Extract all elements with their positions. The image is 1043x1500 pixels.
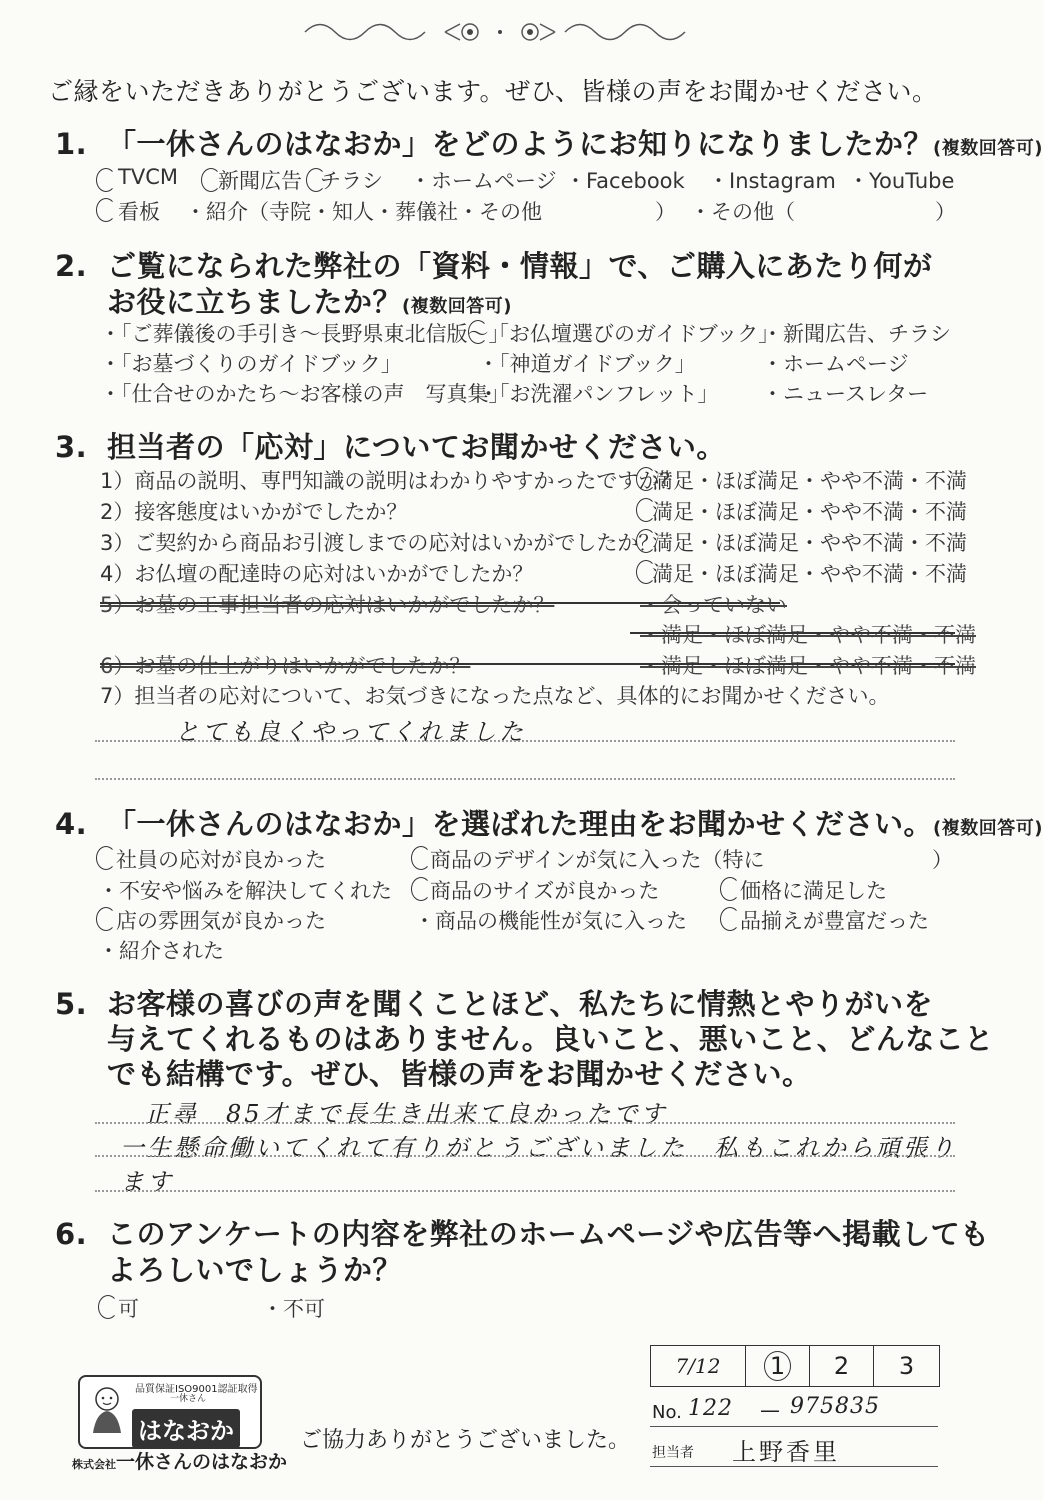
answer-line [95,740,955,742]
option-newsletter[interactable]: ・ニュースレター [762,382,929,406]
answer-circle-mark [96,907,116,931]
option-shinto-guidebook[interactable]: ・「神道ガイドブック」 [478,352,696,376]
record-no-value2: 975835 [790,1394,880,1419]
record-no-label: No. [652,1402,682,1423]
option-referred[interactable]: ・紹介された [98,939,224,963]
sub-question-6: 6）お墓の仕上がりはいかがでしたか？ [100,654,471,678]
question-text: 「一休さんのはなおか」を選ばれた理由をお聞かせください。 [107,807,934,841]
record-choice-1[interactable] [746,1346,810,1386]
question-2-title-line1 [55,244,932,285]
handwritten-answer-7[interactable]: とても良くやってくれました [175,718,526,746]
question-text: このアンケートの内容を弊社のホームページや広告等へ掲載しても [107,1217,990,1251]
rating-scale-5[interactable]: ・満足・ほぼ満足・やや不満・不満 [640,623,976,647]
record-choice-2[interactable]: 2 [810,1346,874,1386]
question-4-title [55,802,1043,843]
option-staff-response[interactable]: 社員の応対が良かった [116,848,326,872]
question-5-title-line2: 与えてくれるものはありません。良いこと、悪いこと、どんなこと [107,1022,994,1056]
answer-circle-mark [468,320,488,344]
answer-circle-mark [96,198,116,222]
option-photo-collection[interactable]: ・「仕合せのかたち～お客様の声 写真集」 [100,382,510,406]
answer-line [95,1190,955,1192]
answer-circle-mark [411,846,431,870]
answer-circle-mark [98,1295,118,1319]
logo-small-text: 一休さん [170,1394,207,1404]
company-logo [78,1375,262,1449]
rating-scale-3[interactable]: 満足・ほぼ満足・やや不満・不満 [652,531,967,555]
strike-line [100,602,780,604]
logo-certification: 品質保証ISO9001認証取得 [135,1384,258,1395]
option-referral[interactable]: ・紹介（寺院・知人・葬儀社・その他 [185,200,542,224]
option-flyer[interactable]: チラシ [320,169,383,193]
question-number: 2. [55,249,88,283]
question-6-title-line2: よろしいでしょうか？ [107,1253,403,1287]
question-text: 担当者の「応対」についてお聞かせください。 [107,430,726,464]
option-solved-worries[interactable]: ・不安や悩みを解決してくれた [98,879,392,903]
option-funeral-guide[interactable]: ・「ご葬儀後の手引き～長野県東北信版～」 [100,322,510,346]
rating-scale-1[interactable]: 満足・ほぼ満足・やや不満・不満 [652,469,967,493]
option-instagram[interactable]: ・Instagram [708,169,836,193]
answer-circle-mark [306,168,326,192]
option-youtube[interactable]: ・YouTube [848,169,955,193]
answer-circle-mark [636,498,656,522]
option-facebook[interactable]: ・Facebook [565,169,685,193]
record-choice-3[interactable]: 3 [898,1352,915,1380]
question-6-title-line1 [55,1212,990,1253]
question-number: 5. [55,987,88,1021]
handwritten-comment-line2[interactable]: 一生懸命働いてくれて有りがとうございました 私もこれから頑張り [120,1134,957,1162]
sub-question-2: 2）接客態度はいかがでしたか？ [100,500,408,524]
answer-line [95,1122,955,1124]
company-prefix: 株式会社 [72,1458,116,1471]
answer-circle-mark [636,529,656,553]
question-5-title-line3: でも結構です。ぜひ、皆様の声をお聞かせください。 [107,1057,812,1091]
option-design[interactable]: 商品のデザインが気に入った（特に [430,848,765,872]
answer-circle-mark [720,877,740,901]
option-newspaper-flyer[interactable]: ・新聞広告、チラシ [762,322,951,346]
option-price[interactable]: 価格に満足した [740,879,887,903]
option-signboard[interactable]: 看板 [118,200,160,224]
not-met-option[interactable]: ・会っていない [640,593,787,617]
staff-name: 上野香里 [732,1438,840,1466]
staff-underline [650,1466,938,1467]
rating-scale-4[interactable]: 満足・ほぼ満足・やや不満・不満 [652,562,967,586]
option-pamphlet[interactable]: ・「お洗濯パンフレット」 [478,382,719,406]
option-grave-guidebook[interactable]: ・「お墓づくりのガイドブック」 [100,352,402,376]
answer-circle-mark [96,168,116,192]
answer-circle-mark [720,907,740,931]
question-number: 6. [55,1217,88,1251]
question-3-title [55,425,726,466]
option-homepage-2[interactable]: ・ホームページ [762,352,909,376]
rating-scale-6[interactable]: ・満足・ほぼ満足・やや不満・不満 [640,654,976,678]
answer-line [95,778,955,780]
question-number: 3. [55,430,88,464]
option-butsudan-guidebook[interactable]: 「お仏壇選びのガイドブック」 [488,322,780,346]
staff-label: 担当者 [652,1445,694,1461]
record-no-value1: 122 [688,1396,733,1421]
question-note: (複数回答可) [402,296,512,317]
strike-line [100,663,955,665]
option-homepage[interactable]: ・ホームページ [410,169,557,193]
decorative-ornament [295,12,705,52]
question-number: 1. [55,127,88,161]
monk-mascot-icon [88,1385,126,1435]
option-other[interactable]: ・その他（ [690,200,795,224]
question-number: 4. [55,807,88,841]
strike-line [630,632,955,634]
answer-circle-mark [636,560,656,584]
record-underline [650,1426,938,1427]
question-text: お役に立ちましたか？ [107,285,403,319]
record-date: 7/12 [651,1346,746,1386]
option-newspaper-ad[interactable]: 新聞広告 [218,169,302,193]
question-text: お客様の喜びの声を聞くことほど、私たちに情熱とやりがいを [107,987,934,1021]
paren-close: ） [932,848,953,872]
question-2-title-line2 [107,280,512,321]
paren-close: ） [935,200,956,224]
record-dash: — [760,1398,780,1422]
answer-circle-mark [201,168,221,192]
choice-1-label: 1 [764,1351,791,1381]
question-1-title [55,122,1043,163]
answer-circle-mark [636,467,656,491]
sub-question-5: 5）お墓の工事担当者の応対はいかがでしたか？ [100,593,555,617]
company-name-text: 一休さんのはなおか [116,1451,288,1473]
option-tvcm[interactable]: TVCM [118,165,178,189]
paren-close: ） [655,200,676,224]
option-size[interactable]: 商品のサイズが良かった [430,879,660,903]
sub-question-7: 7）担当者の応対について、お気づきになった点など、具体的にお聞かせください。 [100,684,890,708]
sub-question-3: 3）ご契約から商品お引渡しまでの応対はいかがでしたか？ [100,531,660,555]
option-selection[interactable]: 品揃えが豊富だった [740,909,929,933]
record-grid [650,1345,940,1387]
option-disallow[interactable]: ・不可 [262,1297,325,1321]
handwritten-comment-line3[interactable]: ます [120,1168,174,1196]
company-name [72,1447,287,1474]
option-atmosphere[interactable]: 店の雰囲気が良かった [116,909,326,933]
intro-text: ご縁をいただきありがとうございます。ぜひ、皆様の声をお聞かせください。 [48,77,938,106]
option-functionality[interactable]: ・商品の機能性が気に入った [414,909,687,933]
question-note: (複数回答可) [933,138,1043,159]
handwritten-comment-line1[interactable]: 正尋 85才まで長生き出来て良かったです [145,1100,668,1128]
sub-question-4: 4）お仏壇の配達時の応対はいかがでしたか？ [100,562,534,586]
question-text: 「一休さんのはなおか」をどのようにお知りになりましたか？ [107,127,934,161]
answer-circle-mark [96,846,116,870]
sub-question-1: 1）商品の説明、専門知識の説明はわかりやすかったですか？ [100,469,681,493]
question-text: ご覧になられた弊社の「資料・情報」で、ご購入にあたり何が [107,249,933,283]
option-allow[interactable]: 可 [118,1297,139,1321]
logo-title: はなおか [132,1409,240,1448]
answer-line [95,1155,955,1157]
rating-scale-2[interactable]: 満足・ほぼ満足・やや不満・不満 [652,500,967,524]
thanks-message: ご協力ありがとうございました。 [300,1428,631,1453]
answer-circle-mark [411,877,431,901]
question-note: (複数回答可) [933,818,1043,839]
